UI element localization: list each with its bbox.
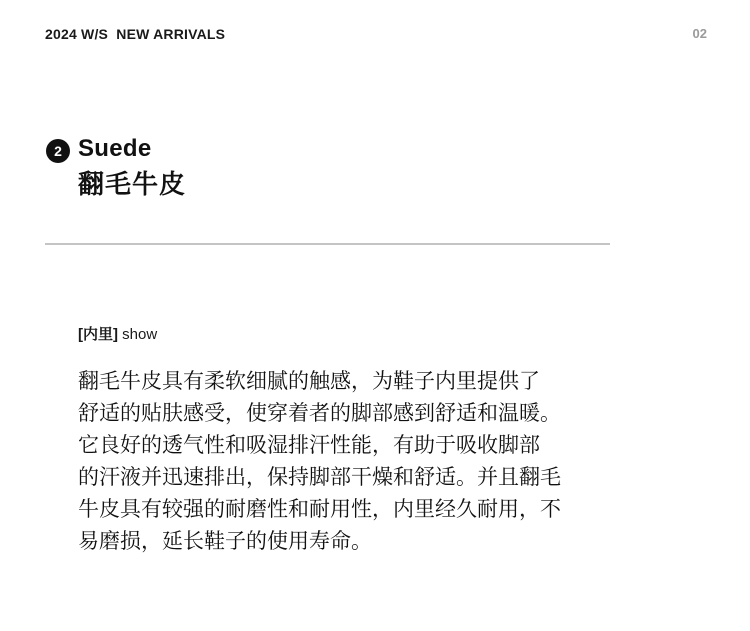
paragraph-line: 的汗液并迅速排出，保持脚部干燥和舒适。并且翻毛 bbox=[78, 466, 561, 489]
section-title-english: Suede bbox=[78, 135, 152, 162]
sub-label bbox=[78, 323, 157, 344]
paragraph-line: 它良好的透气性和吸湿排汗性能，有助于吸收脚部 bbox=[78, 434, 540, 457]
sub-label-text: show bbox=[118, 326, 158, 343]
description-paragraph bbox=[78, 366, 638, 558]
paragraph-line: 舒适的贴肤感受，使穿着者的脚部感到舒适和温暖。 bbox=[78, 402, 561, 425]
section-number-badge: 2 bbox=[46, 139, 70, 163]
page-number: 02 bbox=[692, 26, 707, 41]
paragraph-line: 易磨损，延长鞋子的使用寿命。 bbox=[78, 530, 372, 553]
section-divider bbox=[45, 243, 610, 245]
sub-label-tag: [内里] bbox=[78, 326, 118, 343]
collection-title: 2024 W/S NEW ARRIVALS bbox=[45, 26, 226, 42]
section-title-chinese: 翻毛牛皮 bbox=[78, 169, 187, 199]
paragraph-line: 翻毛牛皮具有柔软细腻的触感，为鞋子内里提供了 bbox=[78, 370, 540, 393]
paragraph-line: 牛皮具有较强的耐磨性和耐用性，内里经久耐用，不 bbox=[78, 498, 561, 521]
